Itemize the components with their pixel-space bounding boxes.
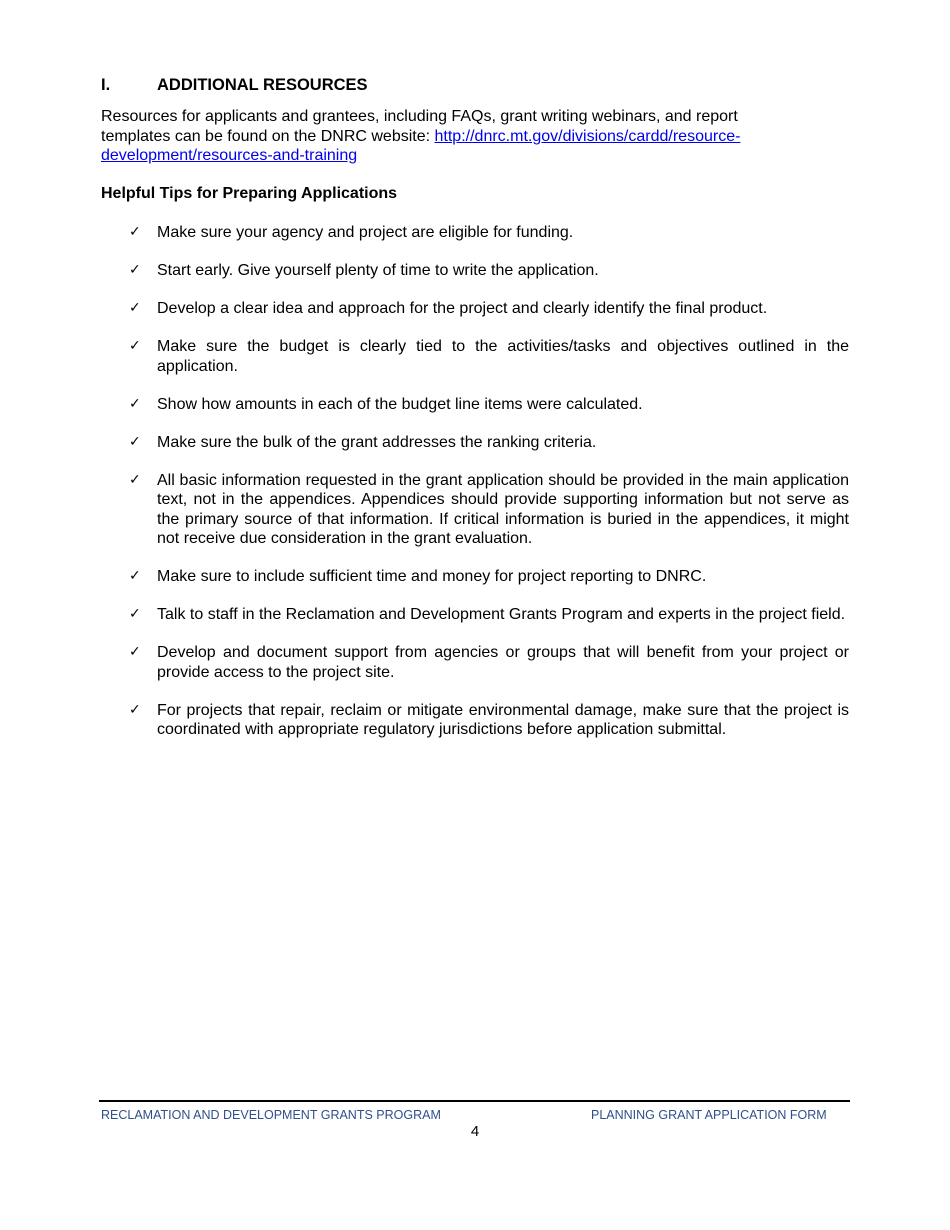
tip-text: Show how amounts in each of the budget line items were calculated. <box>157 395 643 413</box>
list-item <box>101 567 849 587</box>
section-title: ADDITIONAL RESOURCES <box>157 76 368 94</box>
intro-text: Resources for applicants and grantees, including FAQs, grant writing webinars, and report templates can be found on the DNRC website: <box>101 108 738 145</box>
section-number: I. <box>101 76 111 94</box>
checkmark-icon: ✓ <box>129 433 141 450</box>
checkmark-icon: ✓ <box>129 338 141 354</box>
tip-text: Talk to staff in the Reclamation and Development Grants Program and experts in the project field. <box>157 606 846 623</box>
footer-program-name: RECLAMATION AND DEVELOPMENT GRANTS PROGRAM <box>101 1108 441 1122</box>
checkmark-icon: ✓ <box>129 471 141 488</box>
tip-text: Make sure your agency and project are eligible for funding. <box>157 224 574 241</box>
checkmark-icon: ✓ <box>129 300 141 316</box>
tip-text: All basic information requested in the grant application should be provided in the main application text, not in the appendices. Appendices should provide supporting information but not serve as the primary source of that information. If critical information is buried in the appendices, it might not receive due consideration in the grant evaluation. <box>157 471 849 547</box>
checkmark-icon: ✓ <box>129 568 141 584</box>
list-item <box>101 299 849 319</box>
checkmark-icon: ✓ <box>129 701 141 718</box>
list-item <box>101 433 849 453</box>
tip-text: For projects that repair, reclaim or mitigate environmental damage, make sure that the project is coordinated with appropriate regulatory jurisdictions before application submittal. <box>157 701 849 738</box>
checkmark-icon: ✓ <box>129 606 141 622</box>
tip-text: Make sure the budget is clearly tied to the activities/tasks and objectives outlined in the application. <box>157 338 849 375</box>
list-item <box>101 471 849 549</box>
page-number: 4 <box>470 1123 480 1140</box>
checkmark-icon: ✓ <box>129 262 141 278</box>
checkmark-icon: ✓ <box>129 395 141 412</box>
tip-text: Make sure to include sufficient time and money for project reporting to DNRC. <box>157 568 707 585</box>
tip-text: Make sure the bulk of the grant addresses the ranking criteria. <box>157 433 597 451</box>
list-item <box>101 605 849 625</box>
footer-divider <box>99 1100 850 1102</box>
intro-paragraph <box>101 107 801 166</box>
tip-text: Develop a clear idea and approach for the project and clearly identify the final product. <box>157 300 768 317</box>
list-item <box>101 223 849 243</box>
list-item <box>101 701 849 740</box>
checkmark-icon: ✓ <box>129 224 141 240</box>
list-item <box>101 643 849 682</box>
tips-list <box>101 223 849 758</box>
tips-heading: Helpful Tips for Preparing Applications <box>101 185 398 202</box>
list-item <box>101 337 849 376</box>
tip-text: Develop and document support from agencies or groups that will benefit from your project or provide access to the project site. <box>157 644 849 681</box>
checkmark-icon: ✓ <box>129 644 141 660</box>
footer-form-name: PLANNING GRANT APPLICATION FORM <box>591 1108 827 1122</box>
dnrc-resources-link[interactable]: http://dnrc.mt.gov/divisions/cardd/resource-development/resources-and-training <box>101 127 741 164</box>
section-heading <box>101 75 368 95</box>
tip-text: Start early. Give yourself plenty of time to write the application. <box>157 262 599 279</box>
list-item <box>101 261 849 281</box>
list-item <box>101 395 849 415</box>
